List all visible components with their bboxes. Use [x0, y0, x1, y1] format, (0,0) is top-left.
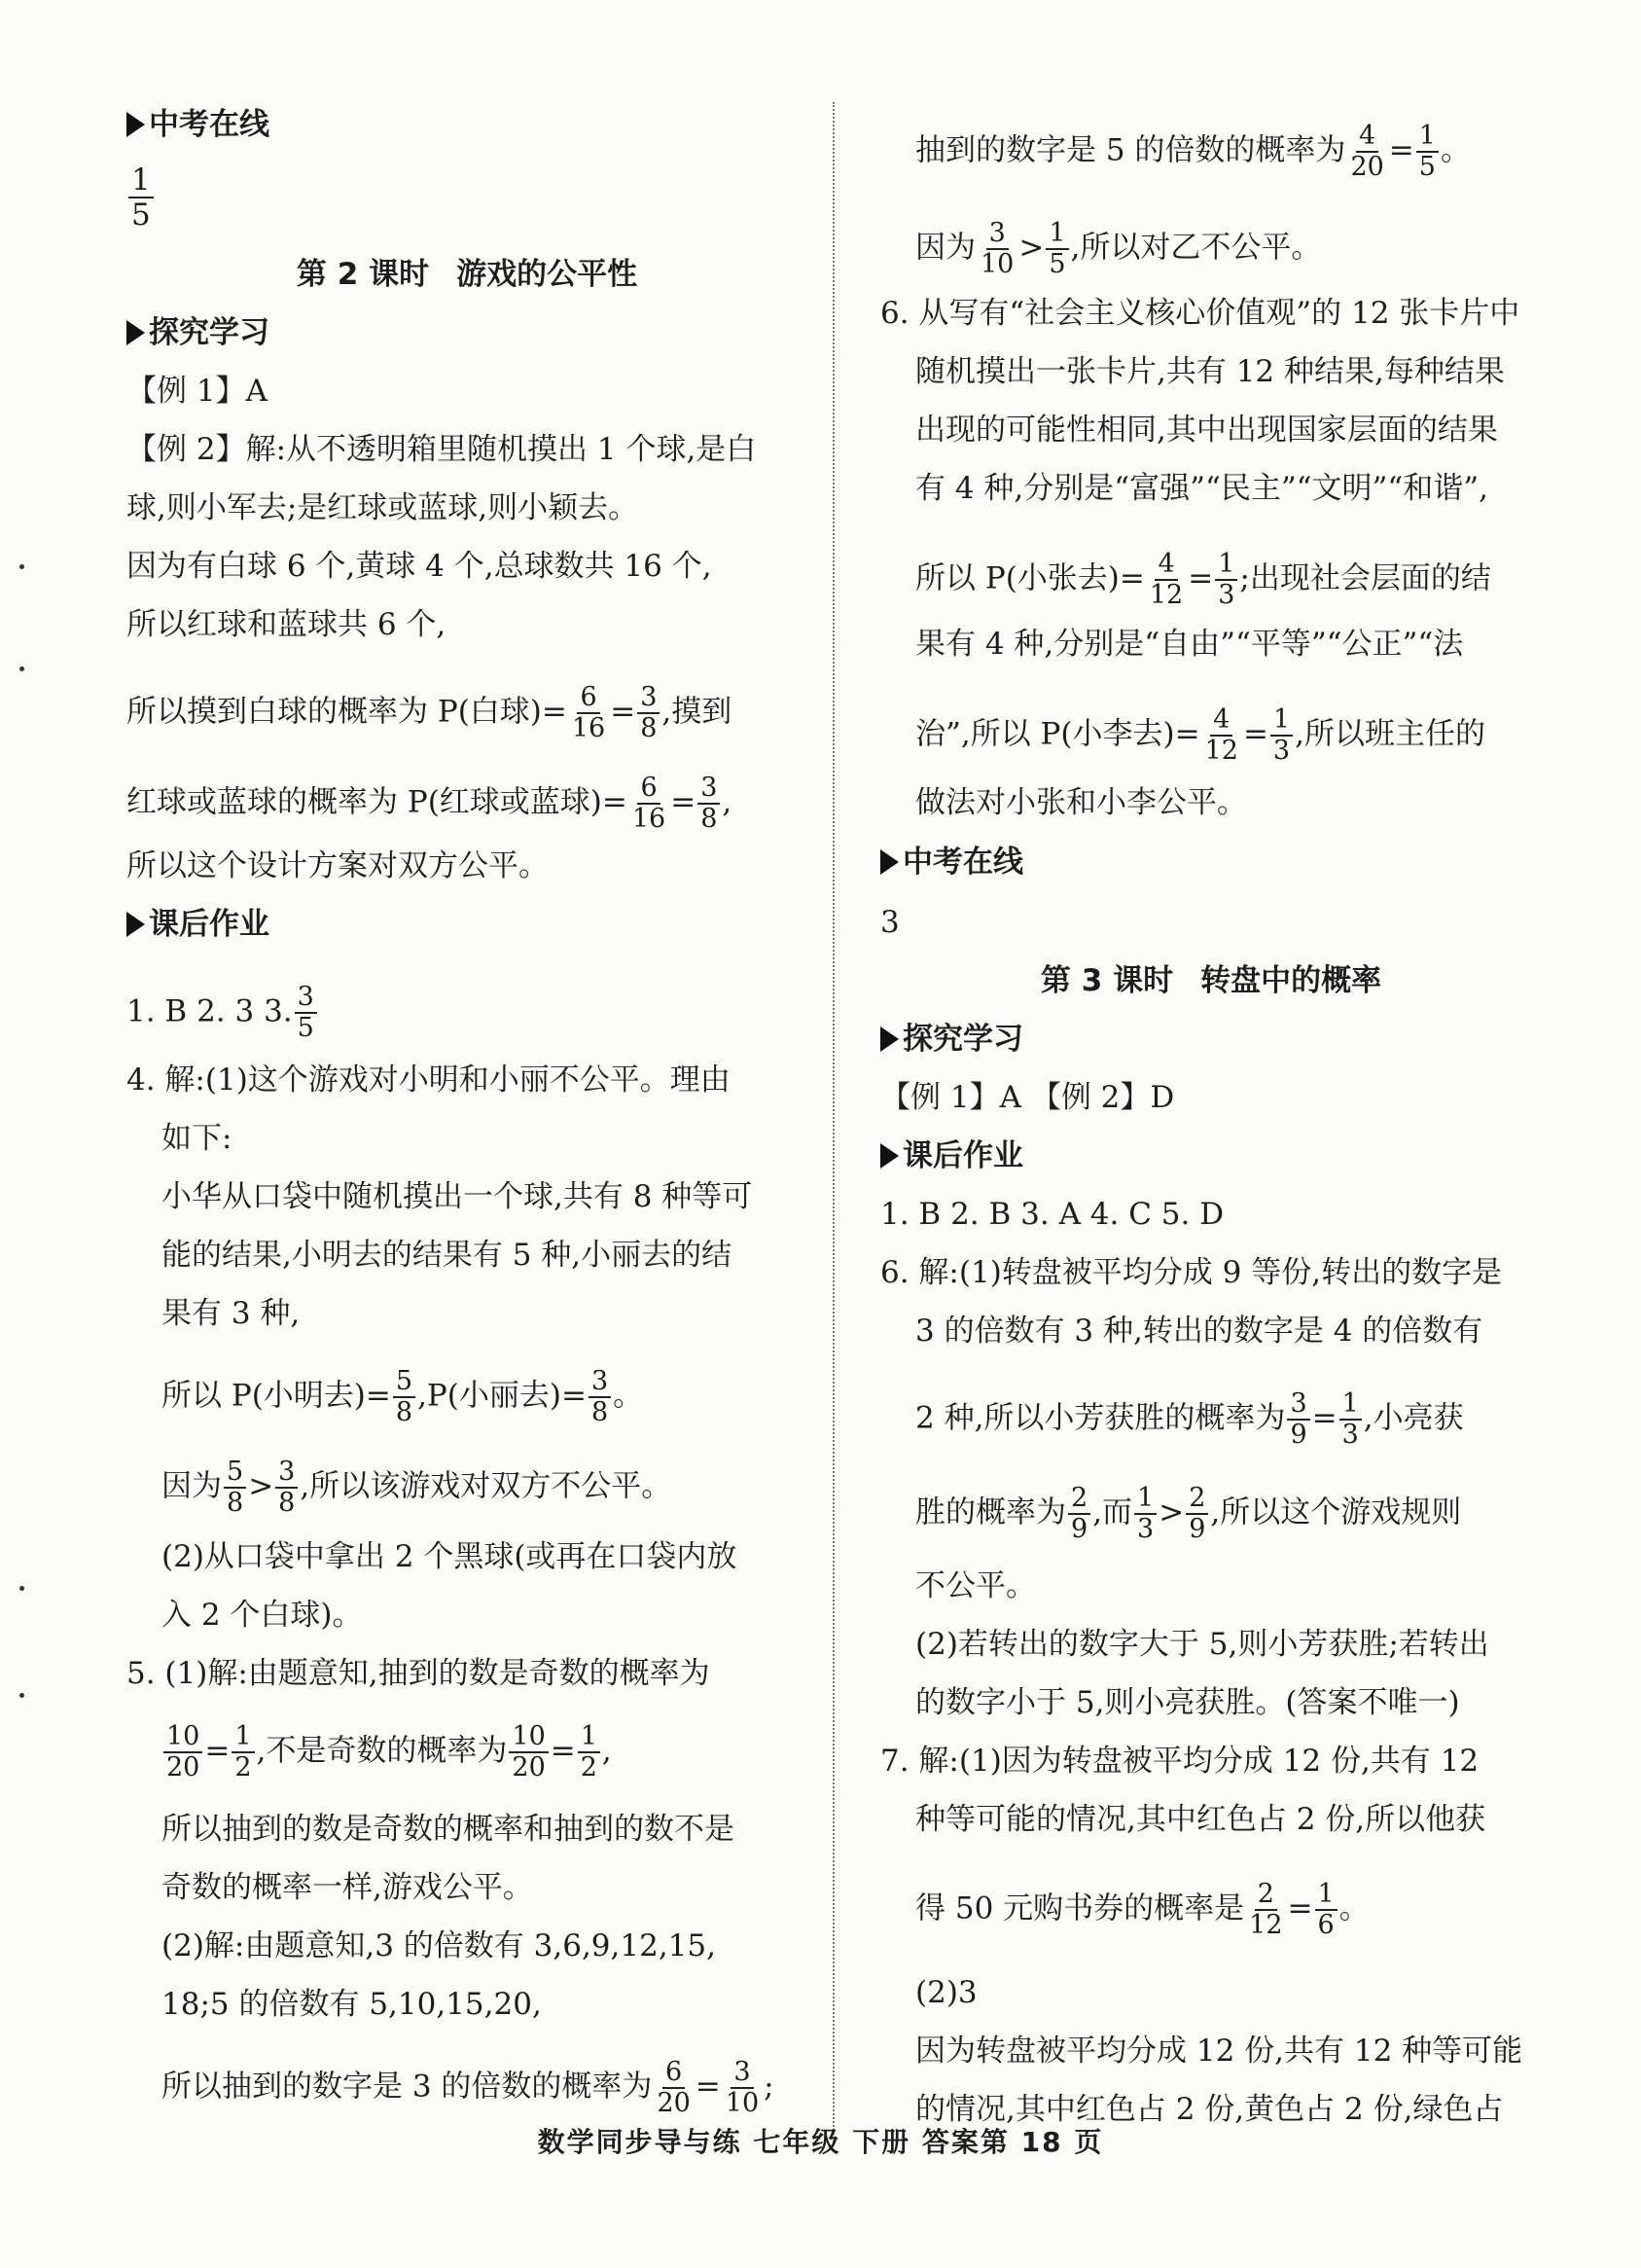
homework-answers: 1. B 2. 3 3. $\frac{3}{5}$: [126, 983, 319, 1043]
section-heading: 探究学习: [126, 313, 269, 352]
formula-line: 得 50 元购书券的概率是 $\frac{2}{12}$ = $\frac{1}{6}$ 。: [915, 1879, 1370, 1940]
text-line: 的数字小于 5,则小亮获胜。(答案不唯一): [915, 1685, 1460, 1720]
answer-fraction: $\frac{1}{5}$: [126, 163, 156, 232]
examples: 【例 1】A 【例 2】D: [880, 1080, 1175, 1115]
text-line: (2)若转出的数字大于 5,则小芳获胜;若转出: [915, 1627, 1489, 1662]
text-line: 果有 3 种,: [161, 1296, 301, 1331]
section-heading: 课后作业: [880, 1136, 1023, 1175]
text-line: 做法对小张和小李公平。: [915, 785, 1247, 820]
formula-line: 所以抽到的数字是 3 的倍数的概率为 $\frac{6}{20}$ = $\frac{3}{10}$ ;: [161, 2057, 774, 2118]
text-line: 奇数的概率一样,游戏公平。: [161, 1870, 533, 1905]
margin-mark: [19, 1693, 24, 1698]
formula-line: 所以 P(小张去)= $\frac{4}{12}$ = $\frac{1}{3}$ ;出现社会层面的结: [915, 549, 1491, 610]
homework-answers: 1. B 2. B 3. A 4. C 5. D: [880, 1197, 1225, 1232]
text-line: 4. 解:(1)这个游戏对小明和小丽不公平。理由: [126, 1062, 731, 1098]
formula-line: 所以 P(小明去)= $\frac{5}{8}$ ,P(小丽去)= $\frac{3}{8}$ 。: [161, 1366, 644, 1427]
margin-mark: [19, 666, 24, 671]
text-line: 有 4 种,分别是“富强”“民主”“文明”“和谐”,: [915, 471, 1488, 506]
triangle-icon: [126, 320, 145, 345]
text-line: 所以红球和蓝球共 6 个,: [126, 607, 446, 642]
formula-line: 因为 $\frac{5}{8}$ > $\frac{3}{8}$ ,所以该游戏对双方不公平。: [161, 1457, 672, 1518]
margin-mark: [19, 1586, 24, 1591]
formula-line: 因为 $\frac{3}{10}$ > $\frac{1}{5}$ ,所以对乙不公平。: [915, 218, 1322, 279]
lesson-title: 第 3 课时 转盘中的概率: [1040, 963, 1382, 998]
text-line: 18;5 的倍数有 5,10,15,20,: [161, 1987, 542, 2022]
text-line: (2)从口袋中拿出 2 个黑球(或再在口袋内放: [161, 1539, 737, 1574]
text-line: 如下:: [161, 1121, 232, 1156]
section-heading: 课后作业: [126, 905, 269, 944]
triangle-icon: [126, 112, 145, 137]
text-line: 小华从口袋中随机摸出一个球,共有 8 种等可: [161, 1179, 753, 1214]
page-footer: 数学同步导与练 七年级 下册 答案第 18 页: [537, 2126, 1104, 2158]
formula-line: $\frac{10}{20}$ = $\frac{1}{2}$ ,不是奇数的概率为 $\frac{10}{20}$ = $\frac{1}{2}$ ,: [126, 1722, 612, 1782]
text-line: 能的结果,小明去的结果有 5 种,小丽去的结: [161, 1238, 732, 1273]
text-line: 6. 解:(1)转盘被平均分成 9 等份,转出的数字是: [880, 1255, 1503, 1290]
answer-value: 3: [880, 905, 900, 940]
section-heading: 中考在线: [126, 105, 269, 144]
triangle-icon: [880, 1143, 899, 1169]
text-line: (2)解:由题意知,3 的倍数有 3,6,9,12,15,: [161, 1928, 716, 1963]
formula-line: 抽到的数字是 5 的倍数的概率为 $\frac{4}{20}$ = $\frac{1}{5}$ 。: [915, 121, 1471, 182]
formula-line: 红球或蓝球的概率为 P(红球或蓝球)= $\frac{6}{16}$ = $\frac{3}{8}$ ,: [126, 773, 732, 834]
text-line: 不公平。: [915, 1568, 1036, 1603]
text-line: 所以抽到的数是奇数的概率和抽到的数不是: [161, 1812, 734, 1847]
lesson-title: 第 2 课时 游戏的公平性: [296, 257, 638, 292]
text-line: 的情况,其中红色占 2 份,黄色占 2 份,绿色占: [915, 2092, 1504, 2127]
example-1: 【例 1】A: [126, 374, 268, 409]
formula-line: 2 种,所以小芳获胜的概率为 $\frac{3}{9}$ = $\frac{1}{3}$ ,小亮获: [915, 1388, 1464, 1450]
text-line: 入 2 个白球)。: [161, 1598, 363, 1633]
triangle-icon: [126, 912, 145, 937]
section-heading: 探究学习: [880, 1020, 1023, 1059]
triangle-icon: [880, 849, 899, 875]
text-line: 3 的倍数有 3 种,转出的数字是 4 的倍数有: [915, 1314, 1483, 1349]
formula-line: 所以摸到白球的概率为 P(白球)= $\frac{6}{16}$ = $\frac{3}{8}$ ,摸到: [126, 682, 732, 743]
text-line: 因为转盘被平均分成 12 份,共有 12 种等可能: [915, 2034, 1523, 2069]
text-line: 球,则小军去;是红球或蓝球,则小颖去。: [126, 490, 639, 525]
text-line: 出现的可能性相同,其中出现国家层面的结果: [915, 413, 1498, 448]
text-line: 7. 解:(1)因为转盘被平均分成 12 份,共有 12: [880, 1744, 1480, 1779]
text-line: 种等可能的情况,其中红色占 2 份,所以他获: [915, 1802, 1486, 1837]
triangle-icon: [880, 1026, 899, 1052]
text-line: 因为有白球 6 个,黄球 4 个,总球数共 16 个,: [126, 549, 712, 584]
column-divider: [833, 102, 835, 2145]
text-line: 所以这个设计方案对双方公平。: [126, 848, 549, 883]
formula-line: 治”,所以 P(小李去)= $\frac{4}{12}$ = $\frac{1}{3}$ ,所以班主任的: [915, 704, 1485, 766]
section-heading: 中考在线: [880, 843, 1023, 882]
text-line: 【例 2】解:从不透明箱里随机摸出 1 个球,是白: [126, 432, 757, 467]
text-line: 果有 4 种,分别是“自由”“平等”“公正”“法: [915, 627, 1464, 662]
text-line: (2)3: [915, 1975, 978, 2010]
formula-line: 胜的概率为 $\frac{2}{9}$ ,而 $\frac{1}{3}$ > $\frac{2}{9}$ ,所以这个游戏规则: [915, 1483, 1462, 1544]
text-line: 随机摸出一张卡片,共有 12 种结果,每种结果: [915, 354, 1505, 389]
text-line: 5. (1)解:由题意知,抽到的数是奇数的概率为: [126, 1656, 710, 1691]
margin-mark: [19, 564, 24, 569]
text-line: 6. 从写有“社会主义核心价值观”的 12 张卡片中: [880, 296, 1520, 331]
